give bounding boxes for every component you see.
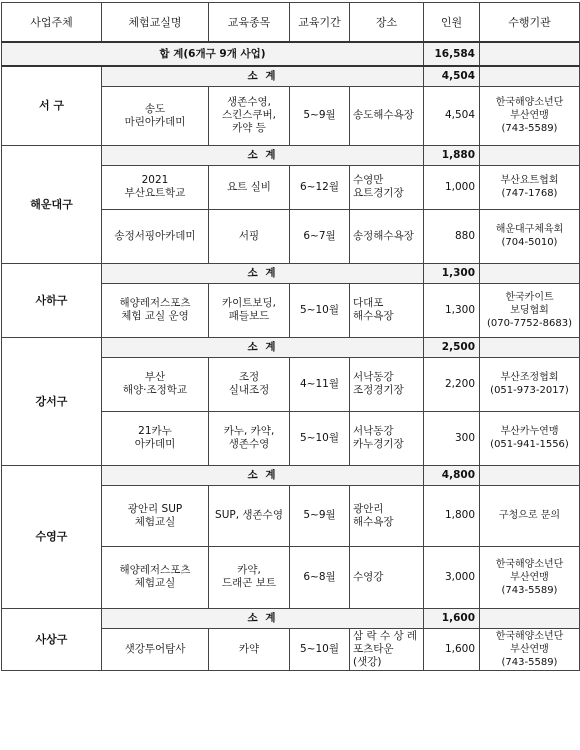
header-count: 인원 (424, 3, 480, 43)
participant-count: 4,504 (424, 86, 480, 145)
place: 수영만 요트경기장 (350, 165, 424, 209)
subtotal-row (2, 337, 580, 357)
program-name: 광안리 SUP 체험교실 (102, 485, 209, 546)
org-name: 수영구 (2, 465, 102, 608)
subtotal-row (2, 66, 580, 86)
subtotal-row (2, 263, 580, 283)
header-org: 사업주체 (2, 3, 102, 43)
subtotal-empty (480, 263, 580, 283)
period: 5~10월 (290, 411, 350, 465)
participant-count: 2,200 (424, 357, 480, 411)
period: 6~12월 (290, 165, 350, 209)
period: 6~8월 (290, 546, 350, 608)
agency: 한국해양소년단 부산연맹 (743-5589) (480, 546, 580, 608)
place: 수영강 (350, 546, 424, 608)
place: 삼 락 수 상 레 포츠타운 (샛강) (350, 628, 424, 670)
subtotal-count: 1,880 (424, 145, 480, 165)
org-name: 사하구 (2, 263, 102, 337)
subtotal-label: 소 계 (102, 337, 424, 357)
period: 4~11월 (290, 357, 350, 411)
org-name: 해운대구 (2, 145, 102, 263)
org-name: 사상구 (2, 608, 102, 670)
agency: 부산요트협회 (747-1768) (480, 165, 580, 209)
subtotal-empty (480, 66, 580, 86)
period: 6~7월 (290, 209, 350, 263)
period: 5~9월 (290, 86, 350, 145)
participant-count: 880 (424, 209, 480, 263)
place: 다대포 해수욕장 (350, 283, 424, 337)
header-row (2, 3, 580, 43)
program-name: 해양레저스포츠 체험 교실 운영 (102, 283, 209, 337)
header-agency: 수행기관 (480, 3, 580, 43)
place: 송도해수욕장 (350, 86, 424, 145)
agency: 부산카누연맹 (051-941-1556) (480, 411, 580, 465)
subtotal-label: 소 계 (102, 66, 424, 86)
org-name: 서 구 (2, 66, 102, 145)
grand-total-row (2, 42, 580, 66)
place: 서낙동강 카누경기장 (350, 411, 424, 465)
place: 송정해수욕장 (350, 209, 424, 263)
subject: 카누, 카약, 생존수영 (209, 411, 290, 465)
subtotal-count: 1,300 (424, 263, 480, 283)
program-name: 송도 마린아카데미 (102, 86, 209, 145)
subject: 생존수영, 스킨스쿠버, 카약 등 (209, 86, 290, 145)
subtotal-count: 4,800 (424, 465, 480, 485)
place: 광안리 해수욕장 (350, 485, 424, 546)
subtotal-count: 1,600 (424, 608, 480, 628)
subtotal-empty (480, 608, 580, 628)
header-period: 교육기간 (290, 3, 350, 43)
agency: 구청으로 문의 (480, 485, 580, 546)
subtotal-count: 2,500 (424, 337, 480, 357)
agency: 한국카이트 보딩협회 (070-7752-8683) (480, 283, 580, 337)
participant-count: 1,300 (424, 283, 480, 337)
subtotal-count: 4,504 (424, 66, 480, 86)
subtotal-label: 소 계 (102, 263, 424, 283)
subject: SUP, 생존수영 (209, 485, 290, 546)
subtotal-row (2, 608, 580, 628)
period: 5~9월 (290, 485, 350, 546)
program-name: 해양레저스포츠 체험교실 (102, 546, 209, 608)
org-name: 강서구 (2, 337, 102, 465)
subject: 카약, 드래곤 보트 (209, 546, 290, 608)
header-subject: 교육종목 (209, 3, 290, 43)
subject: 카이트보딩, 패들보드 (209, 283, 290, 337)
agency: 한국해양소년단 부산연맹 (743-5589) (480, 628, 580, 670)
participant-count: 1,800 (424, 485, 480, 546)
participant-count: 1,000 (424, 165, 480, 209)
subtotal-empty (480, 145, 580, 165)
header-program: 체험교실명 (102, 3, 209, 43)
subtotal-empty (480, 337, 580, 357)
program-name: 샛강투어탐사 (102, 628, 209, 670)
agency: 부산조정협회 (051-973-2017) (480, 357, 580, 411)
grand-total-count: 16,584 (424, 42, 480, 66)
subtotal-label: 소 계 (102, 608, 424, 628)
header-place: 장소 (350, 3, 424, 43)
subject: 서핑 (209, 209, 290, 263)
agency: 한국해양소년단 부산연맹 (743-5589) (480, 86, 580, 145)
subject: 조정 실내조정 (209, 357, 290, 411)
program-name: 송정서핑아카데미 (102, 209, 209, 263)
subtotal-row (2, 145, 580, 165)
subject: 요트 실비 (209, 165, 290, 209)
subtotal-empty (480, 465, 580, 485)
subtotal-label: 소 계 (102, 465, 424, 485)
subtotal-row (2, 465, 580, 485)
agency: 해운대구체육회 (704-5010) (480, 209, 580, 263)
program-table (1, 2, 580, 671)
participant-count: 3,000 (424, 546, 480, 608)
subject: 카약 (209, 628, 290, 670)
participant-count: 300 (424, 411, 480, 465)
period: 5~10월 (290, 283, 350, 337)
program-name: 부산 해양·조정학교 (102, 357, 209, 411)
participant-count: 1,600 (424, 628, 480, 670)
program-name: 2021 부산요트학교 (102, 165, 209, 209)
table-body (2, 42, 580, 670)
program-name: 21카누 아카데미 (102, 411, 209, 465)
subtotal-label: 소 계 (102, 145, 424, 165)
grand-total-label: 합 계(6개구 9개 사업) (2, 42, 424, 66)
place: 서낙동강 조정경기장 (350, 357, 424, 411)
period: 5~10월 (290, 628, 350, 670)
